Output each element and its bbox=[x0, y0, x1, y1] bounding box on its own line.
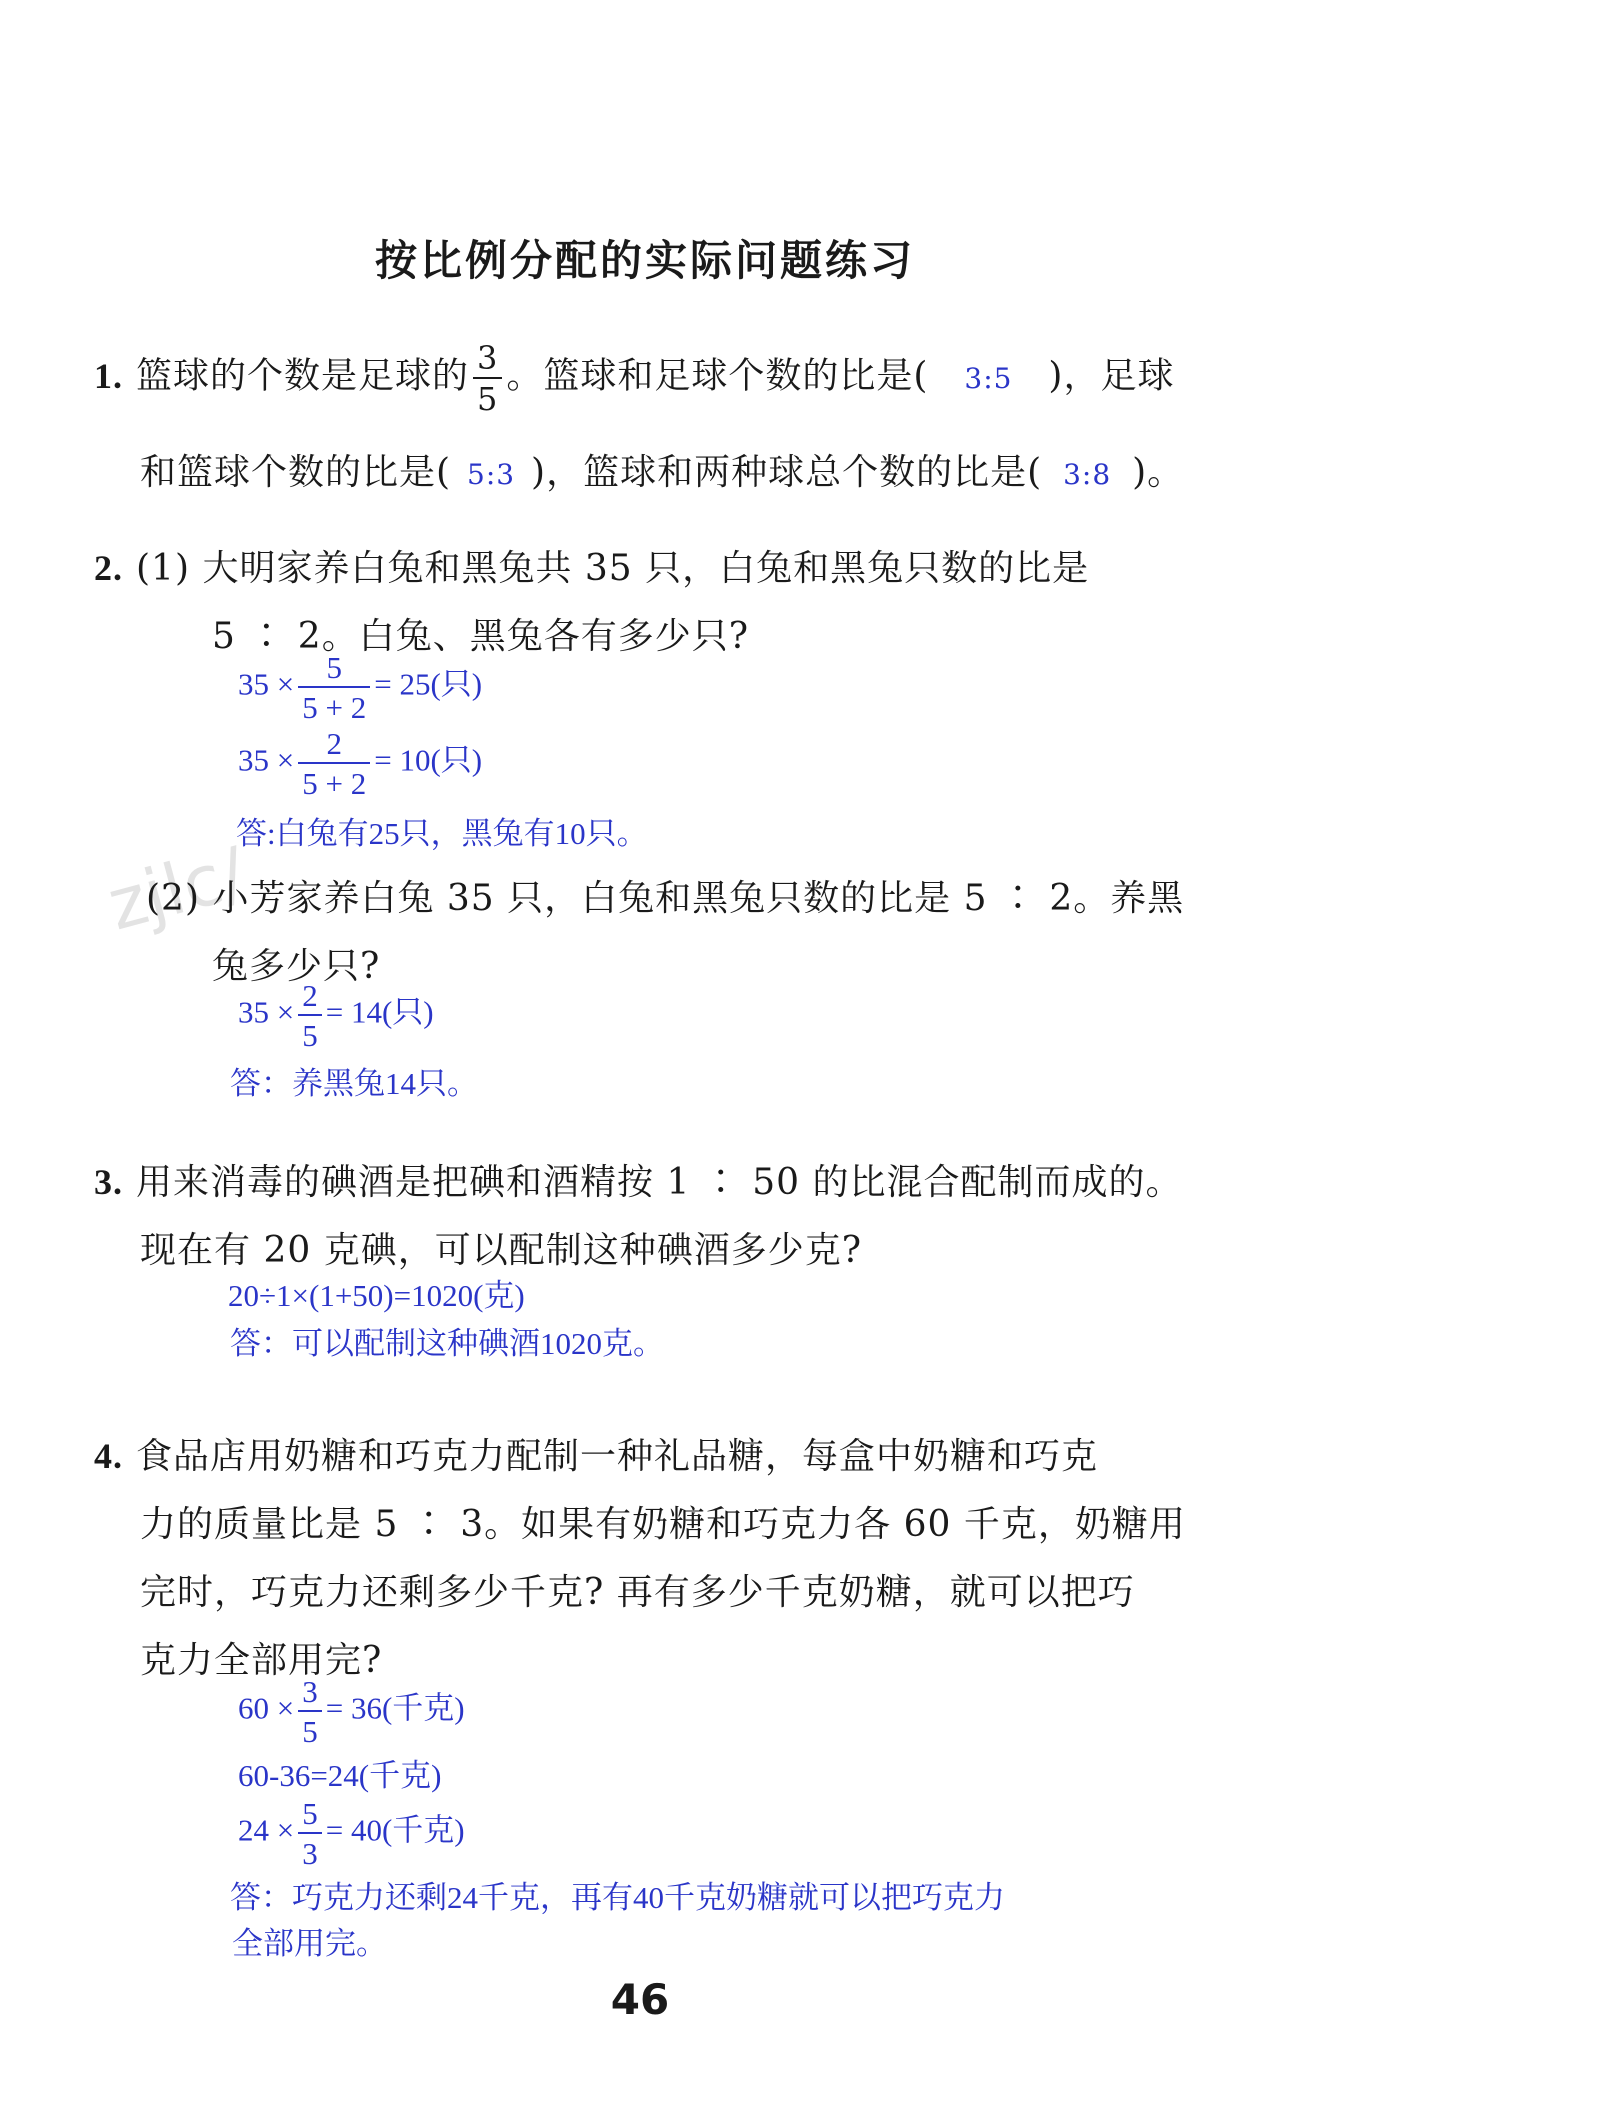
question-1-line-1 bbox=[94, 339, 1175, 418]
question-4-line-1 bbox=[94, 1428, 1098, 1479]
answer-text: 答：巧克力还剩24千克，再有40千克奶糖就可以把巧克力 bbox=[230, 1880, 1005, 1915]
fraction: $\frac{5}{3}$ bbox=[298, 1798, 322, 1869]
fraction: $\frac{2}{5 + 2}$ bbox=[298, 728, 370, 799]
question-text: 用来消毒的碘酒是把碘和酒精按 1 ∶ 50 的比混合配制而成的。 bbox=[136, 1162, 1183, 1203]
question-text: 和篮球个数的比是( bbox=[140, 452, 452, 493]
question-2-line-1 bbox=[94, 540, 1089, 591]
question-4-line-4: 克力全部用完? bbox=[140, 1640, 383, 1681]
question-text: 篮球的个数是足球的 bbox=[136, 355, 470, 397]
question-1-line-2 bbox=[140, 444, 1184, 495]
question-number: 3. bbox=[94, 1162, 123, 1202]
question-text: )。 bbox=[1132, 452, 1185, 493]
fraction: $\frac{5}{5 + 2}$ bbox=[298, 652, 370, 723]
answer-text: 全部用完。 bbox=[232, 1926, 387, 1961]
answer-calc-1: 35 × $\frac{5}{5 + 2}$ = 25(只) bbox=[238, 650, 483, 725]
fraction: $\frac{3}{5}$ bbox=[298, 1676, 322, 1747]
question-3-line-1 bbox=[94, 1154, 1183, 1205]
answer-calc-2: 35 × $\frac{2}{5 + 2}$ = 10(只) bbox=[238, 726, 483, 801]
question-4-line-2: 力的质量比是 5 ∶ 3。如果有奶糖和巧克力各 60 千克，奶糖用 bbox=[140, 1504, 1186, 1545]
answer-blank: 5:3 bbox=[467, 458, 516, 491]
watermark: zjlc/ bbox=[99, 831, 254, 947]
question-2-part-2-line-1: (2) 小芳家养白兔 35 只，白兔和黑兔只数的比是 5 ∶ 2。养黑 bbox=[146, 878, 1185, 919]
question-2-line-2: 5 ∶ 2。白兔、黑兔各有多少只? bbox=[212, 616, 749, 657]
question-2-part-2-line-2: 兔多少只? bbox=[212, 946, 381, 987]
answer-calc-2: 60-36=24(千克) bbox=[238, 1758, 442, 1793]
answer-blank: 3:5 bbox=[964, 361, 1013, 395]
fraction: $\frac{3}{5}$ bbox=[473, 342, 502, 415]
answer-calc-3: 35 × $\frac{2}{5}$ = 14(只) bbox=[238, 978, 434, 1053]
question-number: 2. bbox=[94, 548, 123, 588]
question-text: (1) 大明家养白兔和黑兔共 35 只，白兔和黑兔只数的比是 bbox=[136, 548, 1090, 589]
answer-text: 答：养黑兔14只。 bbox=[230, 1066, 478, 1101]
answer-calc-3: 24 × $\frac{5}{3}$ = 40(千克) bbox=[238, 1796, 465, 1871]
question-3-line-2: 现在有 20 克碘，可以配制这种碘酒多少克? bbox=[140, 1230, 862, 1271]
question-number: 4. bbox=[94, 1436, 123, 1476]
question-text: 。篮球和足球个数的比是( bbox=[506, 355, 929, 397]
question-number: 1. bbox=[94, 355, 123, 396]
answer-blank: 3:8 bbox=[1063, 458, 1112, 491]
answer-text: 答:白兔有25只，黑兔有10只。 bbox=[236, 816, 648, 851]
answer-calc-1: 60 × $\frac{3}{5}$ = 36(千克) bbox=[238, 1674, 465, 1749]
page-number: 46 bbox=[610, 1975, 670, 2024]
fraction: $\frac{2}{5}$ bbox=[298, 980, 322, 1051]
question-text: 食品店用奶糖和巧克力配制一种礼品糖，每盒中奶糖和巧克 bbox=[136, 1436, 1099, 1477]
question-text: )，足球 bbox=[1048, 355, 1175, 397]
question-text: )，篮球和两种球总个数的比是( bbox=[531, 452, 1043, 493]
answer-calc: 20÷1×(1+50)=1020(克) bbox=[228, 1278, 525, 1313]
answer-text: 答：可以配制这种碘酒1020克。 bbox=[230, 1326, 664, 1361]
question-4-line-3: 完时，巧克力还剩多少千克? 再有多少千克奶糖，就可以把巧 bbox=[140, 1572, 1135, 1613]
page-title: 按比例分配的实际问题练习 bbox=[374, 236, 915, 285]
